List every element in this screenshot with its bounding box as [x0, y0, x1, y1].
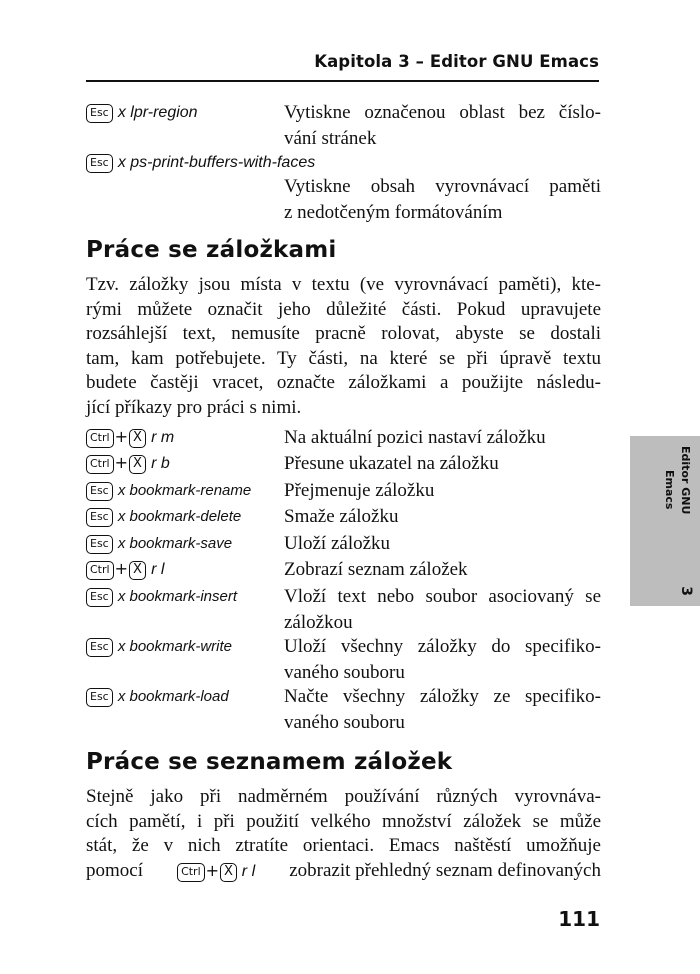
command-name: x ps-print-buffers-with-faces — [117, 154, 316, 171]
inline-shortcut — [177, 859, 255, 885]
esc-key: Esc — [86, 588, 113, 607]
x-key: X — [129, 561, 146, 580]
command-name: x lpr-region — [117, 104, 198, 121]
description-line: Na aktuální pozici nastaví záložku — [284, 427, 546, 448]
command-name: x bookmark-delete — [117, 508, 242, 525]
command-row — [86, 102, 601, 154]
paragraph-line: Stejně jako při nadměrném používání různých vyrovnáva- — [86, 786, 601, 807]
ctrl-key: Ctrl — [86, 561, 114, 580]
description-line: Zobrazí seznam záložek — [284, 559, 468, 580]
section-heading: Práce se seznamem záložek — [86, 749, 453, 775]
plus-sign: + — [114, 427, 128, 446]
paragraph-line: tam, kam potřebujete. Ty části, na které se při úpravě textu — [86, 347, 601, 369]
inline-text: pomocí — [86, 859, 143, 881]
paragraph-line: jící příkazy pro práci s nimi. — [86, 396, 302, 418]
command-name: x bookmark-load — [117, 688, 229, 705]
command-name: r l — [151, 561, 165, 578]
description-line: vaného souboru — [284, 712, 405, 733]
esc-key: Esc — [86, 482, 113, 501]
paragraph-line: budete častěji vracet, označte záložkami a použijte následu- — [86, 372, 601, 393]
description-line: vaného souboru — [284, 662, 405, 683]
chapter-title: Kapitola 3 – Editor GNU Emacs — [314, 52, 599, 71]
description-line: Vloží text nebo soubor asociovaný se — [284, 586, 601, 607]
command-name: r l — [241, 862, 256, 880]
section-heading: Práce se záložkami — [86, 237, 337, 263]
command-name: x bookmark-save — [117, 535, 233, 552]
esc-key: Esc — [86, 154, 113, 173]
description-line: záložkou — [284, 612, 353, 633]
paragraph — [86, 273, 601, 420]
command-name: x bookmark-write — [117, 638, 233, 655]
description-line: Uloží záložku — [284, 533, 391, 554]
command-description — [86, 174, 601, 226]
command-row — [86, 152, 601, 176]
page-number: 111 — [558, 907, 600, 931]
inline-text: zobrazit přehledný seznam definovaných — [289, 859, 601, 881]
description-line: Smaže záložku — [284, 506, 399, 527]
esc-key: Esc — [86, 508, 113, 527]
description-line: vání stránek — [284, 128, 377, 149]
x-key: X — [220, 863, 237, 882]
description-line: Vytiskne obsah vyrovnávací paměti — [284, 176, 601, 197]
command-name: r b — [151, 455, 170, 472]
side-tab-label: Emacs — [663, 470, 676, 510]
chapter-side-tab — [630, 436, 700, 606]
paragraph — [86, 785, 601, 884]
plus-sign: + — [205, 860, 220, 880]
command-name: x bookmark-rename — [117, 482, 252, 499]
description-line: Přesune ukazatel na záložku — [284, 453, 499, 474]
esc-key: Esc — [86, 104, 113, 123]
paragraph-line: rými můžete označit jeho důležité části. Pokud upravujete — [86, 298, 601, 320]
side-tab-label: Editor GNU — [679, 446, 692, 515]
paragraph-line: stát, že v nich ztratíte orientaci. Emacs naštěstí umožňuje — [86, 835, 601, 856]
ctrl-key: Ctrl — [177, 863, 205, 882]
plus-sign: + — [114, 453, 128, 472]
ctrl-key: Ctrl — [86, 429, 114, 448]
paragraph-line: Tzv. záložky jsou místa v textu (ve vyrovnávací paměti), kte- — [86, 274, 601, 295]
side-tab-number: 3 — [678, 586, 694, 596]
page-header — [86, 50, 599, 82]
paragraph-line — [86, 859, 601, 885]
ctrl-key: Ctrl — [86, 455, 114, 474]
paragraph-line: cích pamětí, i při použití velkého množství záložek se může — [86, 810, 601, 832]
description-line: Vytiskne označenou oblast bez číslo- — [284, 102, 601, 123]
description-line: z nedotčeným formátováním — [284, 202, 503, 223]
command-name: x bookmark-insert — [117, 588, 238, 605]
x-key: X — [129, 429, 146, 448]
description-line: Uloží všechny záložky do specifiko- — [284, 636, 601, 657]
esc-key: Esc — [86, 688, 113, 707]
esc-key: Esc — [86, 638, 113, 657]
command-name: r m — [151, 429, 175, 446]
paragraph-line: rozsáhlejší text, nemusíte pracně rolovat, abyste se dostali — [86, 323, 601, 344]
description-line: Načte všechny záložky ze specifiko- — [284, 686, 601, 707]
esc-key: Esc — [86, 535, 113, 554]
description-line: Přejmenuje záložku — [284, 480, 435, 501]
plus-sign: + — [114, 559, 128, 578]
x-key: X — [129, 455, 146, 474]
